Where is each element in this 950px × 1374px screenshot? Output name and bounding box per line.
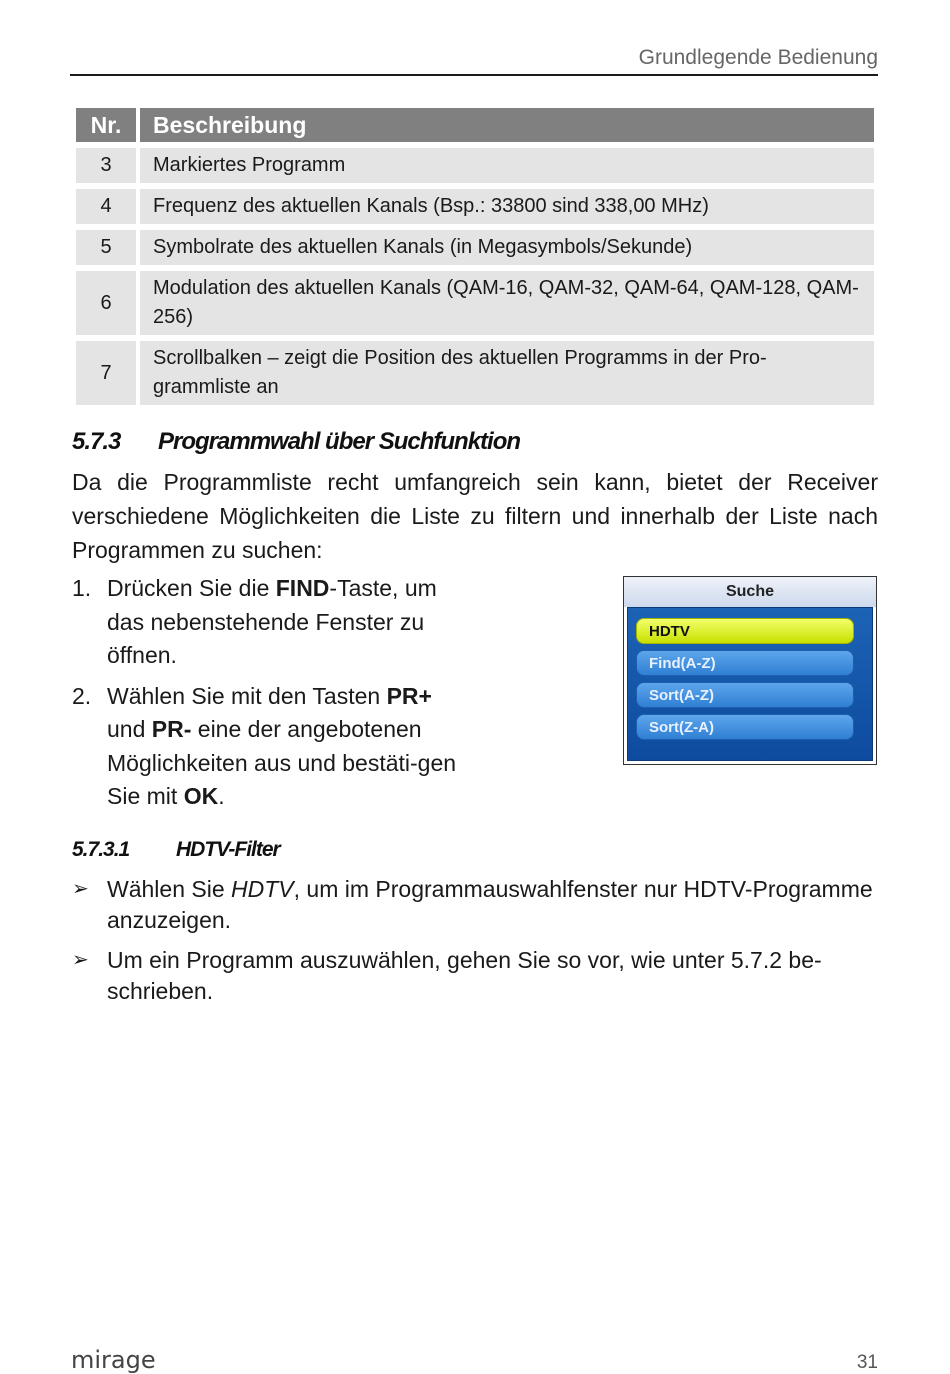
table-row [76,148,874,183]
option-hdtv[interactable]: HDTV [636,618,854,644]
list-item [72,680,472,814]
row-number: 3 [76,148,136,183]
table-row [76,189,874,224]
step-number: 2. [72,682,92,709]
bullet-text: Wählen Sie [107,876,232,902]
section-heading [72,428,520,456]
column-header-description: Beschreibung [140,108,874,142]
arrow-bullet-icon: ➢ [72,949,89,971]
description-table [72,102,878,411]
header-section-title: Grundlegende Bedienung [638,46,878,69]
key-name: PR+ [386,682,432,709]
row-description: Frequenz des aktuellen Kanals (Bsp.: 33800 sind 338,00 MHz) [140,189,874,224]
page-number: 31 [856,1352,878,1373]
list-item [72,572,472,673]
bullet-text: , um im Programmauswahlfenster nur HDTV-Programme anzuzeigen. [107,876,873,933]
table-row [76,341,874,405]
table-header-row [76,108,874,142]
table-row [76,230,874,265]
section-title: Programmwahl über Suchfunktion [158,428,521,455]
list-item [72,874,878,936]
option-sort-z-a[interactable]: Sort(Z-A) [636,714,854,740]
step-text: . [218,783,225,809]
subsection-number: 5.7.3.1 [72,838,130,861]
search-window-title: Suche [624,577,876,607]
subsection-title: HDTV-Filter [176,838,280,861]
page-header [70,44,878,76]
row-description: Modulation des aktuellen Kanals (QAM-16, QAM-32, QAM-64, QAM-128, QAM-256) [140,271,874,335]
step-text: eine der angebotenen Möglichkeiten aus und bestäti-gen Sie mit [107,716,457,809]
row-number: 7 [76,341,136,405]
intro-paragraph: Da die Programmliste recht umfangreich sein kann, bietet der Receiver verschiedene Möglichkeiten die Liste zu filtern und innerhalb der Liste nach Programmen zu suchen: [72,469,878,563]
instruction-steps [72,572,472,821]
row-number: 5 [76,230,136,265]
column-header-nr: Nr. [76,108,136,142]
mirage-logo: mirage [71,1346,156,1374]
search-window-screenshot [623,576,877,765]
option-name: HDTV [231,876,294,902]
row-number: 6 [76,271,136,335]
hint-list [72,874,878,1016]
row-description: Scrollbalken – zeigt die Position des aktuellen Programms in der Pro-grammliste an [140,341,874,405]
step-text: Drücken Sie die [107,575,276,601]
key-name: PR- [151,716,192,742]
row-description: Markiertes Programm [140,148,874,183]
option-sort-a-z[interactable]: Sort(A-Z) [636,682,854,708]
step-text: -Taste, um das nebenstehende Fenster zu öffnen. [107,575,437,668]
step-text: und [107,716,152,742]
arrow-bullet-icon: ➢ [72,878,89,900]
section-number: 5.7.3 [72,428,121,455]
table-row [76,271,874,335]
list-item [72,945,878,1007]
step-number: 1. [72,575,92,601]
step-text: Wählen Sie mit den Tasten [107,682,387,709]
key-name: OK [183,783,219,809]
key-name: FIND [275,575,330,601]
search-options-panel [627,607,873,761]
bullet-text: Um ein Programm auszuwählen, gehen Sie so vor, wie unter 5.7.2 be-schrieben. [107,947,822,1004]
row-number: 4 [76,189,136,224]
row-description: Symbolrate des aktuellen Kanals (in Megasymbols/Sekunde) [140,230,874,265]
option-find-a-z[interactable]: Find(A-Z) [636,650,854,676]
subsection-heading [72,838,280,862]
